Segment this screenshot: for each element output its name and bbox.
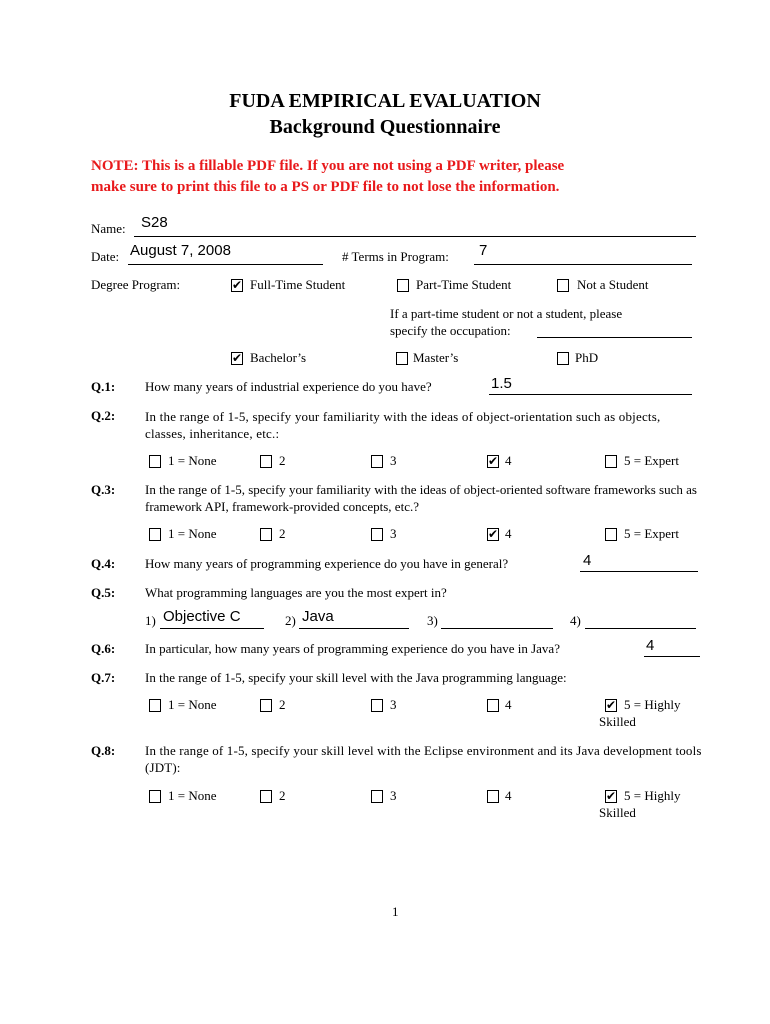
q7-option-5-label-2: Skilled bbox=[599, 714, 636, 729]
q7-text: In the range of 1-5, specify your skill level with the Java programming language: bbox=[145, 670, 567, 685]
date-field[interactable]: August 7, 2008 bbox=[130, 242, 231, 259]
q8-option-3-label: 3 bbox=[390, 788, 397, 803]
name-underline bbox=[134, 236, 696, 237]
occupation-text-1: If a part-time student or not a student, please bbox=[390, 306, 623, 321]
q8-option-5-label-2: Skilled bbox=[599, 805, 636, 820]
q8-option-1-checkbox[interactable] bbox=[149, 790, 161, 803]
q2-option-2-checkbox[interactable] bbox=[260, 455, 272, 468]
q7-option-1-label: 1 = None bbox=[168, 697, 217, 712]
q1-text: How many years of industrial experience do you have? bbox=[145, 379, 432, 394]
q5-lang-4-field[interactable] bbox=[585, 628, 696, 629]
q7-option-3-label: 3 bbox=[390, 697, 397, 712]
phd-label: PhD bbox=[575, 350, 599, 365]
q1-underline bbox=[489, 394, 692, 395]
q7-option-1-checkbox[interactable] bbox=[149, 699, 161, 712]
fulltime-label: Full-Time Student bbox=[250, 277, 346, 292]
q5-lang-1-underline bbox=[160, 628, 264, 629]
q7-option-2-label: 2 bbox=[279, 697, 286, 712]
q7-option-4-label: 4 bbox=[505, 697, 512, 712]
q2-option-5-checkbox[interactable] bbox=[605, 455, 617, 468]
q3-number: Q.3: bbox=[91, 482, 116, 497]
q8-option-1-label: 1 = None bbox=[168, 788, 217, 803]
q2-option-1-checkbox[interactable] bbox=[149, 455, 161, 468]
parttime-label: Part-Time Student bbox=[416, 277, 512, 292]
q7-option-3-checkbox[interactable] bbox=[371, 699, 383, 712]
q7-option-2-checkbox[interactable] bbox=[260, 699, 272, 712]
terms-underline bbox=[474, 264, 692, 265]
note-line-1: NOTE: This is a fillable PDF file. If you are not using a PDF writer, please bbox=[91, 158, 565, 174]
parttime-checkbox[interactable] bbox=[397, 279, 409, 292]
q7-option-4-checkbox[interactable] bbox=[487, 699, 499, 712]
occupation-field[interactable] bbox=[537, 337, 692, 338]
q4-number: Q.4: bbox=[91, 556, 116, 571]
q2-text: In the range of 1-5, specify your familiarity with the ideas of object-orientation such as objects, classes, inheritance, etc.: bbox=[145, 409, 661, 441]
q5-lang-4-label: 4) bbox=[570, 613, 581, 628]
page-title: FUDA EMPIRICAL EVALUATION bbox=[229, 90, 541, 112]
q8-number: Q.8: bbox=[91, 743, 116, 758]
q2-option-5-label: 5 = Expert bbox=[624, 453, 679, 468]
page-subtitle: Background Questionnaire bbox=[269, 116, 501, 138]
q3-option-4-label: 4 bbox=[505, 526, 512, 541]
q2-option-2-label: 2 bbox=[279, 453, 286, 468]
degree-label: Degree Program: bbox=[91, 277, 181, 292]
notstudent-checkbox[interactable] bbox=[557, 279, 569, 292]
q3-option-2-label: 2 bbox=[279, 526, 286, 541]
q8-option-3-checkbox[interactable] bbox=[371, 790, 383, 803]
q3-text: In the range of 1-5, specify your familiarity with the ideas of object-oriented software frameworks such as framework API, framework-provided concepts, etc.? bbox=[145, 482, 697, 514]
q2-option-4-checkbox[interactable]: ✔ bbox=[488, 454, 499, 468]
q2-option-3-label: 3 bbox=[390, 453, 397, 468]
q8-option-2-checkbox[interactable] bbox=[260, 790, 272, 803]
q5-lang-2-label: 2) bbox=[285, 613, 296, 628]
q3-option-1-checkbox[interactable] bbox=[149, 528, 161, 541]
q7-option-5-label: 5 = Highly bbox=[624, 697, 681, 712]
bachelors-checkbox[interactable]: ✔ bbox=[232, 351, 243, 365]
q2-option-1-label: 1 = None bbox=[168, 453, 217, 468]
q5-text: What programming languages are you the most expert in? bbox=[145, 585, 447, 600]
q1-number: Q.1: bbox=[91, 379, 116, 394]
q3-option-2-checkbox[interactable] bbox=[260, 528, 272, 541]
q6-text: In particular, how many years of programming experience do you have in Java? bbox=[145, 641, 560, 656]
q6-field[interactable]: 4 bbox=[646, 637, 655, 654]
q7-number: Q.7: bbox=[91, 670, 116, 685]
q8-option-5-checkbox[interactable]: ✔ bbox=[606, 789, 617, 803]
bachelors-label: Bachelor’s bbox=[250, 350, 307, 365]
terms-label: # Terms in Program: bbox=[342, 249, 449, 264]
q8-option-4-label: 4 bbox=[505, 788, 512, 803]
q4-underline bbox=[580, 571, 698, 572]
q5-lang-3-field[interactable] bbox=[441, 628, 553, 629]
q8-text: In the range of 1-5, specify your skill level with the Eclipse environment and its Java development tools (JDT): bbox=[145, 743, 702, 775]
q6-underline bbox=[644, 656, 700, 657]
name-field[interactable]: S28 bbox=[141, 214, 168, 231]
q3-option-5-label: 5 = Expert bbox=[624, 526, 679, 541]
note-line-2: make sure to print this file to a PS or PDF file to not lose the information. bbox=[91, 179, 560, 195]
q7-option-5-checkbox[interactable]: ✔ bbox=[606, 698, 617, 712]
fulltime-checkbox[interactable]: ✔ bbox=[232, 278, 243, 292]
name-label: Name: bbox=[91, 221, 126, 236]
q8-option-5-label: 5 = Highly bbox=[624, 788, 681, 803]
q3-option-5-checkbox[interactable] bbox=[605, 528, 617, 541]
q2-option-3-checkbox[interactable] bbox=[371, 455, 383, 468]
date-underline bbox=[128, 264, 323, 265]
q4-field[interactable]: 4 bbox=[583, 552, 592, 569]
q5-number: Q.5: bbox=[91, 585, 116, 600]
q3-option-3-label: 3 bbox=[390, 526, 397, 541]
q8-option-2-label: 2 bbox=[279, 788, 286, 803]
q5-lang-2-underline bbox=[299, 628, 409, 629]
q3-option-1-label: 1 = None bbox=[168, 526, 217, 541]
q6-number: Q.6: bbox=[91, 641, 116, 656]
masters-checkbox[interactable] bbox=[396, 352, 408, 365]
masters-label: Master’s bbox=[413, 350, 459, 365]
q4-text: How many years of programming experience do you have in general? bbox=[145, 556, 509, 571]
q5-lang-2-field[interactable]: Java bbox=[302, 608, 334, 625]
occupation-text-2: specify the occupation: bbox=[390, 323, 511, 338]
notstudent-label: Not a Student bbox=[577, 277, 649, 292]
q8-option-4-checkbox[interactable] bbox=[487, 790, 499, 803]
q5-lang-1-label: 1) bbox=[145, 613, 156, 628]
q5-lang-3-label: 3) bbox=[427, 613, 438, 628]
page-number: 1 bbox=[392, 904, 399, 919]
date-label: Date: bbox=[91, 249, 120, 264]
q2-number: Q.2: bbox=[91, 408, 116, 423]
q3-option-4-checkbox[interactable]: ✔ bbox=[488, 527, 499, 541]
phd-checkbox[interactable] bbox=[557, 352, 569, 365]
terms-field[interactable]: 7 bbox=[479, 242, 488, 259]
q5-lang-1-field[interactable]: Objective C bbox=[163, 608, 241, 625]
q3-option-3-checkbox[interactable] bbox=[371, 528, 383, 541]
q1-field[interactable]: 1.5 bbox=[491, 375, 512, 392]
q2-option-4-label: 4 bbox=[505, 453, 512, 468]
